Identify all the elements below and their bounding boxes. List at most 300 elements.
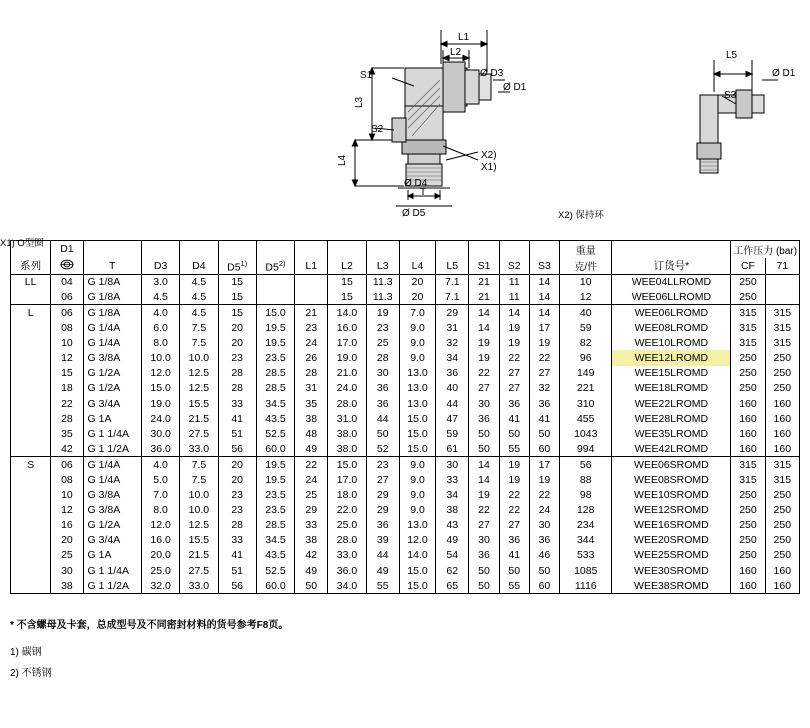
cell-d4: 21.5 xyxy=(180,548,218,563)
hdr-d3: D3 xyxy=(141,258,179,275)
cell-s3: 24 xyxy=(529,502,559,517)
hdr-blank-l2 xyxy=(328,241,366,258)
cell-d5_2: 15.0 xyxy=(256,305,294,320)
cell-d4: 7.5 xyxy=(180,335,218,350)
cell-l5: 62 xyxy=(436,563,469,578)
cell-l4: 15.0 xyxy=(399,563,435,578)
label-D3: Ø D3 xyxy=(480,68,504,79)
cell-order: WEE38SROMD xyxy=(612,578,731,593)
cell-l4: 15.0 xyxy=(399,411,435,426)
cell-d5_2: 19.5 xyxy=(256,457,294,472)
cell-d3: 10.0 xyxy=(141,350,179,365)
cell-t: G 3/4A xyxy=(83,533,141,548)
table-row[interactable] xyxy=(11,442,800,457)
cell-d4: 4.5 xyxy=(180,275,218,290)
cell-order: WEE28LROMD xyxy=(612,411,731,426)
cell-group xyxy=(11,381,51,396)
table-row[interactable] xyxy=(11,350,800,365)
cell-d3: 19.0 xyxy=(141,396,179,411)
cell-l3: 50 xyxy=(366,426,399,441)
table-row[interactable] xyxy=(11,411,800,426)
cell-group: S xyxy=(11,457,51,472)
cell-d5_2: 23.5 xyxy=(256,487,294,502)
cell-c71: 160 xyxy=(765,563,799,578)
cell-s3: 19 xyxy=(529,472,559,487)
cell-s2: 19 xyxy=(499,457,529,472)
cell-d5_1: 23 xyxy=(218,350,256,365)
label-D1-right: Ø D1 xyxy=(772,68,796,79)
cell-d3: 4.0 xyxy=(141,305,179,320)
note-x2: X2) 保持环 xyxy=(558,210,604,221)
cell-s1: 50 xyxy=(469,578,499,593)
cell-s2: 19 xyxy=(499,320,529,335)
cell-l4: 9.0 xyxy=(399,457,435,472)
cell-weight: 234 xyxy=(560,518,612,533)
cell-t: G 1/4A xyxy=(83,457,141,472)
table-row[interactable] xyxy=(11,290,800,305)
cell-l2: 17.0 xyxy=(328,472,366,487)
cell-c71: 250 xyxy=(765,381,799,396)
cell-s2: 22 xyxy=(499,350,529,365)
cell-d3: 32.0 xyxy=(141,578,179,593)
cell-d1: 20 xyxy=(51,533,83,548)
label-L4: L4 xyxy=(337,154,348,166)
cell-l4: 13.0 xyxy=(399,396,435,411)
cell-d5_1: 41 xyxy=(218,411,256,426)
label-L1: L1 xyxy=(458,32,470,43)
cell-d5_1: 51 xyxy=(218,563,256,578)
cell-group xyxy=(11,472,51,487)
hdr-d5-2-sup: 2) xyxy=(278,258,286,268)
cell-d1: 12 xyxy=(51,350,83,365)
cell-s2: 41 xyxy=(499,411,529,426)
cell-c71: 160 xyxy=(765,426,799,441)
cell-d1: 04 xyxy=(51,275,83,290)
cell-s2: 19 xyxy=(499,472,529,487)
cell-group xyxy=(11,411,51,426)
hdr-blank-d3 xyxy=(141,241,179,258)
cell-s1: 50 xyxy=(469,426,499,441)
cell-l1: 49 xyxy=(295,442,328,457)
cell-l4: 13.0 xyxy=(399,366,435,381)
cell-s1: 21 xyxy=(469,275,499,290)
cell-d1: 38 xyxy=(51,578,83,593)
cell-group xyxy=(11,578,51,593)
cell-s1: 14 xyxy=(469,320,499,335)
cell-s1: 19 xyxy=(469,335,499,350)
cell-l1: 24 xyxy=(295,335,328,350)
cell-t: G 1A xyxy=(83,411,141,426)
cell-d4: 33.0 xyxy=(180,578,218,593)
cell-cf: 160 xyxy=(731,396,765,411)
cell-s3: 41 xyxy=(529,411,559,426)
hdr-blank-s1 xyxy=(469,241,499,258)
cell-d3: 4.0 xyxy=(141,457,179,472)
label-X1: X1) xyxy=(481,162,497,173)
footnote-main: * 不含螺母及卡套，总成型号及不同密封材料的货号参考F8页。 xyxy=(10,620,289,631)
cell-group xyxy=(11,502,51,517)
cell-d5_2: 34.5 xyxy=(256,533,294,548)
cell-order: WEE16SROMD xyxy=(612,518,731,533)
cell-cf: 315 xyxy=(731,457,765,472)
cell-l3: 36 xyxy=(366,381,399,396)
cell-d3: 3.0 xyxy=(141,275,179,290)
cell-d5_1: 15 xyxy=(218,290,256,305)
cell-l2: 16.0 xyxy=(328,320,366,335)
cell-s1: 27 xyxy=(469,518,499,533)
cell-d3: 8.0 xyxy=(141,502,179,517)
cell-order: WEE22LROMD xyxy=(612,396,731,411)
cell-d5_2: 23.5 xyxy=(256,502,294,517)
cell-weight: 59 xyxy=(560,320,612,335)
cell-l3: 36 xyxy=(366,518,399,533)
cell-l2: 15 xyxy=(328,290,366,305)
cell-l4: 20 xyxy=(399,290,435,305)
label-T: T xyxy=(420,187,427,198)
cell-s2: 36 xyxy=(499,396,529,411)
table-row[interactable] xyxy=(11,381,800,396)
cell-t: G 1/2A xyxy=(83,366,141,381)
cell-s2: 11 xyxy=(499,275,529,290)
cell-l3: 44 xyxy=(366,411,399,426)
cell-s2: 55 xyxy=(499,442,529,457)
cell-t: G 1/4A xyxy=(83,472,141,487)
cell-l3: 29 xyxy=(366,502,399,517)
hdr-blank-order xyxy=(612,241,731,258)
cell-l5: 38 xyxy=(436,502,469,517)
table-row[interactable] xyxy=(11,578,800,593)
cell-l4: 14.0 xyxy=(399,548,435,563)
cell-l1: 50 xyxy=(295,578,328,593)
hdr-weight-top: 重量 xyxy=(560,241,612,258)
cell-l4: 9.0 xyxy=(399,472,435,487)
cell-cf: 315 xyxy=(731,305,765,320)
cell-d5_2 xyxy=(256,290,294,305)
table-row[interactable] xyxy=(11,366,800,381)
cell-d1: 06 xyxy=(51,305,83,320)
cell-order: WEE12LROMD xyxy=(612,350,731,365)
table-row[interactable] xyxy=(11,533,800,548)
cell-l2: 22.0 xyxy=(328,502,366,517)
cell-l5: 7.1 xyxy=(436,275,469,290)
cell-l3: 11.3 xyxy=(366,275,399,290)
cell-cf: 160 xyxy=(731,411,765,426)
table-row[interactable] xyxy=(11,563,800,578)
cell-l4: 7.0 xyxy=(399,305,435,320)
cell-c71: 250 xyxy=(765,518,799,533)
cell-d1: 30 xyxy=(51,563,83,578)
cell-group xyxy=(11,290,51,305)
cell-l5: 32 xyxy=(436,335,469,350)
table-row[interactable] xyxy=(11,320,800,335)
cell-d1: 15 xyxy=(51,366,83,381)
cell-d5_1: 33 xyxy=(218,396,256,411)
cell-d4: 12.5 xyxy=(180,381,218,396)
cell-s3: 17 xyxy=(529,320,559,335)
cell-c71: 160 xyxy=(765,578,799,593)
label-S2: S2 xyxy=(371,124,384,135)
hdr-s2: S2 xyxy=(499,258,529,275)
cell-l5: 29 xyxy=(436,305,469,320)
cell-weight: 1116 xyxy=(560,578,612,593)
table-row[interactable] xyxy=(11,502,800,517)
cell-l4: 15.0 xyxy=(399,442,435,457)
cell-l2: 14.0 xyxy=(328,305,366,320)
table-row[interactable] xyxy=(11,487,800,502)
cell-s3: 60 xyxy=(529,442,559,457)
hdr-d1-icon xyxy=(51,258,83,275)
cell-s2: 19 xyxy=(499,335,529,350)
label-S1: S1 xyxy=(360,70,373,81)
cell-t: G 1A xyxy=(83,548,141,563)
cell-s1: 36 xyxy=(469,548,499,563)
table-row[interactable] xyxy=(11,457,800,472)
cell-d4: 10.0 xyxy=(180,350,218,365)
cell-l1 xyxy=(295,275,328,290)
cell-d3: 6.0 xyxy=(141,320,179,335)
cell-l3: 25 xyxy=(366,335,399,350)
footnote-2: 2) 不锈钢 xyxy=(10,668,52,679)
label-D4: Ø D4 xyxy=(404,178,428,189)
cell-c71 xyxy=(765,275,799,290)
cell-d3: 4.5 xyxy=(141,290,179,305)
cell-weight: 310 xyxy=(560,396,612,411)
hdr-l4: L4 xyxy=(399,258,435,275)
cell-l4: 9.0 xyxy=(399,502,435,517)
cell-l5: 30 xyxy=(436,457,469,472)
cell-d3: 24.0 xyxy=(141,411,179,426)
cell-cf: 250 xyxy=(731,502,765,517)
cell-d5_2: 60.0 xyxy=(256,578,294,593)
cell-s3: 14 xyxy=(529,275,559,290)
cell-group xyxy=(11,563,51,578)
table-row[interactable] xyxy=(11,305,800,320)
cell-s3: 50 xyxy=(529,426,559,441)
cell-t: G 1/8A xyxy=(83,305,141,320)
cell-t: G 3/8A xyxy=(83,350,141,365)
cell-d5_2: 19.5 xyxy=(256,335,294,350)
cell-l3: 55 xyxy=(366,578,399,593)
cell-l1: 31 xyxy=(295,381,328,396)
cell-cf: 250 xyxy=(731,548,765,563)
cell-d5_1: 15 xyxy=(218,275,256,290)
cell-group xyxy=(11,320,51,335)
cell-c71: 315 xyxy=(765,335,799,350)
hdr-d5-1-sup: 1) xyxy=(240,258,248,268)
cell-l1: 48 xyxy=(295,426,328,441)
cell-weight: 533 xyxy=(560,548,612,563)
cell-l4: 15.0 xyxy=(399,426,435,441)
cell-l4: 13.0 xyxy=(399,381,435,396)
cell-l3: 29 xyxy=(366,487,399,502)
hdr-d1-top: D1 xyxy=(51,241,83,258)
cell-l1: 42 xyxy=(295,548,328,563)
cell-l1: 35 xyxy=(295,396,328,411)
cell-l1 xyxy=(295,290,328,305)
hdr-weight-unit: 克/件 xyxy=(560,258,612,275)
cell-group xyxy=(11,366,51,381)
cell-l1: 21 xyxy=(295,305,328,320)
cell-s2: 36 xyxy=(499,533,529,548)
cell-d4: 15.5 xyxy=(180,396,218,411)
cell-weight: 56 xyxy=(560,457,612,472)
cell-group xyxy=(11,518,51,533)
cell-order: WEE35LROMD xyxy=(612,426,731,441)
cell-s1: 50 xyxy=(469,442,499,457)
cell-c71: 315 xyxy=(765,305,799,320)
cell-group xyxy=(11,350,51,365)
cell-l3: 28 xyxy=(366,350,399,365)
cell-l1: 38 xyxy=(295,533,328,548)
cell-order: WEE08SROMD xyxy=(612,472,731,487)
label-D5: Ø D5 xyxy=(402,208,426,219)
cell-d1: 08 xyxy=(51,472,83,487)
cell-l3: 27 xyxy=(366,472,399,487)
cell-s1: 22 xyxy=(469,502,499,517)
cell-cf: 250 xyxy=(731,381,765,396)
cell-s2: 27 xyxy=(499,366,529,381)
cell-order: WEE15LROMD xyxy=(612,366,731,381)
cell-cf: 250 xyxy=(731,533,765,548)
cell-c71: 250 xyxy=(765,548,799,563)
cell-d5_2: 34.5 xyxy=(256,396,294,411)
hdr-pressure: 工作压力 (bar) xyxy=(731,241,800,258)
cell-l2: 31.0 xyxy=(328,411,366,426)
cell-s1: 30 xyxy=(469,396,499,411)
cell-l1: 49 xyxy=(295,563,328,578)
cell-d3: 8.0 xyxy=(141,335,179,350)
cell-l3: 44 xyxy=(366,548,399,563)
cell-d5_1: 23 xyxy=(218,502,256,517)
hdr-blank-l4 xyxy=(399,241,435,258)
hdr-s3: S3 xyxy=(529,258,559,275)
cell-d3: 12.0 xyxy=(141,518,179,533)
drawing-svg xyxy=(0,0,810,232)
cell-d4: 12.5 xyxy=(180,518,218,533)
hdr-blank-l1 xyxy=(295,241,328,258)
label-S3: S3 xyxy=(724,90,737,101)
cell-s3: 22 xyxy=(529,350,559,365)
cell-l5: 7.1 xyxy=(436,290,469,305)
hdr-l5: L5 xyxy=(436,258,469,275)
cell-d3: 12.0 xyxy=(141,366,179,381)
cell-c71: 160 xyxy=(765,442,799,457)
cell-d5_2 xyxy=(256,275,294,290)
cell-d5_1: 20 xyxy=(218,457,256,472)
cell-d5_2: 43.5 xyxy=(256,411,294,426)
cell-d4: 15.5 xyxy=(180,533,218,548)
cell-d3: 20.0 xyxy=(141,548,179,563)
cell-s2: 50 xyxy=(499,563,529,578)
cell-l1: 23 xyxy=(295,320,328,335)
cell-d5_2: 43.5 xyxy=(256,548,294,563)
cell-order: WEE06LROMD xyxy=(612,305,731,320)
cell-s1: 22 xyxy=(469,366,499,381)
cell-s2: 14 xyxy=(499,305,529,320)
cell-d5_1: 28 xyxy=(218,366,256,381)
cell-l1: 38 xyxy=(295,411,328,426)
table-row[interactable] xyxy=(11,472,800,487)
cell-d5_2: 52.5 xyxy=(256,563,294,578)
cell-d4: 10.0 xyxy=(180,502,218,517)
cell-weight: 1085 xyxy=(560,563,612,578)
cell-d5_1: 56 xyxy=(218,442,256,457)
pipe-icon xyxy=(59,258,75,271)
cell-t: G 3/8A xyxy=(83,487,141,502)
cell-d1: 10 xyxy=(51,487,83,502)
hdr-series: 系列 xyxy=(11,258,51,275)
cell-s2: 50 xyxy=(499,426,529,441)
hdr-blank-series xyxy=(11,241,51,258)
cell-cf: 250 xyxy=(731,290,765,305)
cell-s1: 14 xyxy=(469,305,499,320)
cell-s2: 27 xyxy=(499,518,529,533)
cell-l2: 33.0 xyxy=(328,548,366,563)
cell-s3: 60 xyxy=(529,578,559,593)
cell-s1: 30 xyxy=(469,533,499,548)
cell-weight: 98 xyxy=(560,487,612,502)
cell-cf: 250 xyxy=(731,350,765,365)
cell-cf: 250 xyxy=(731,518,765,533)
table-row[interactable] xyxy=(11,518,800,533)
hdr-l1: L1 xyxy=(295,258,328,275)
cell-c71: 160 xyxy=(765,396,799,411)
cell-l5: 54 xyxy=(436,548,469,563)
cell-s1: 36 xyxy=(469,411,499,426)
table-header-row-1 xyxy=(11,241,800,258)
cell-l1: 24 xyxy=(295,472,328,487)
hdr-blank-l3 xyxy=(366,241,399,258)
cell-order: WEE08LROMD xyxy=(612,320,731,335)
hdr-l2: L2 xyxy=(328,258,366,275)
cell-group xyxy=(11,487,51,502)
table-row[interactable] xyxy=(11,426,800,441)
cell-s1: 50 xyxy=(469,563,499,578)
cell-d1: 12 xyxy=(51,502,83,517)
cell-d5_1: 33 xyxy=(218,533,256,548)
cell-t: G 1 1/2A xyxy=(83,442,141,457)
cell-d5_1: 56 xyxy=(218,578,256,593)
cell-t: G 3/8A xyxy=(83,502,141,517)
cell-group xyxy=(11,335,51,350)
hdr-blank-d51 xyxy=(218,241,256,258)
cell-d4: 27.5 xyxy=(180,426,218,441)
cell-l3: 52 xyxy=(366,442,399,457)
cell-l5: 59 xyxy=(436,426,469,441)
cell-d5_1: 20 xyxy=(218,320,256,335)
cell-d5_2: 60.0 xyxy=(256,442,294,457)
cell-s1: 14 xyxy=(469,457,499,472)
cell-order: WEE06SROMD xyxy=(612,457,731,472)
cell-weight: 1043 xyxy=(560,426,612,441)
cell-d4: 33.0 xyxy=(180,442,218,457)
cell-order: WEE18LROMD xyxy=(612,381,731,396)
cell-s1: 19 xyxy=(469,350,499,365)
cell-t: G 1/4A xyxy=(83,320,141,335)
table-row[interactable] xyxy=(11,548,800,563)
cell-l5: 36 xyxy=(436,366,469,381)
cell-d1: 06 xyxy=(51,290,83,305)
table-row[interactable] xyxy=(11,335,800,350)
cell-d5_1: 15 xyxy=(218,305,256,320)
cell-d1: 06 xyxy=(51,457,83,472)
table-body xyxy=(11,275,800,594)
cell-l1: 29 xyxy=(295,502,328,517)
table-row[interactable] xyxy=(11,396,800,411)
table-header-row-2 xyxy=(11,258,800,275)
table-row[interactable] xyxy=(11,275,800,290)
cell-d5_1: 23 xyxy=(218,487,256,502)
